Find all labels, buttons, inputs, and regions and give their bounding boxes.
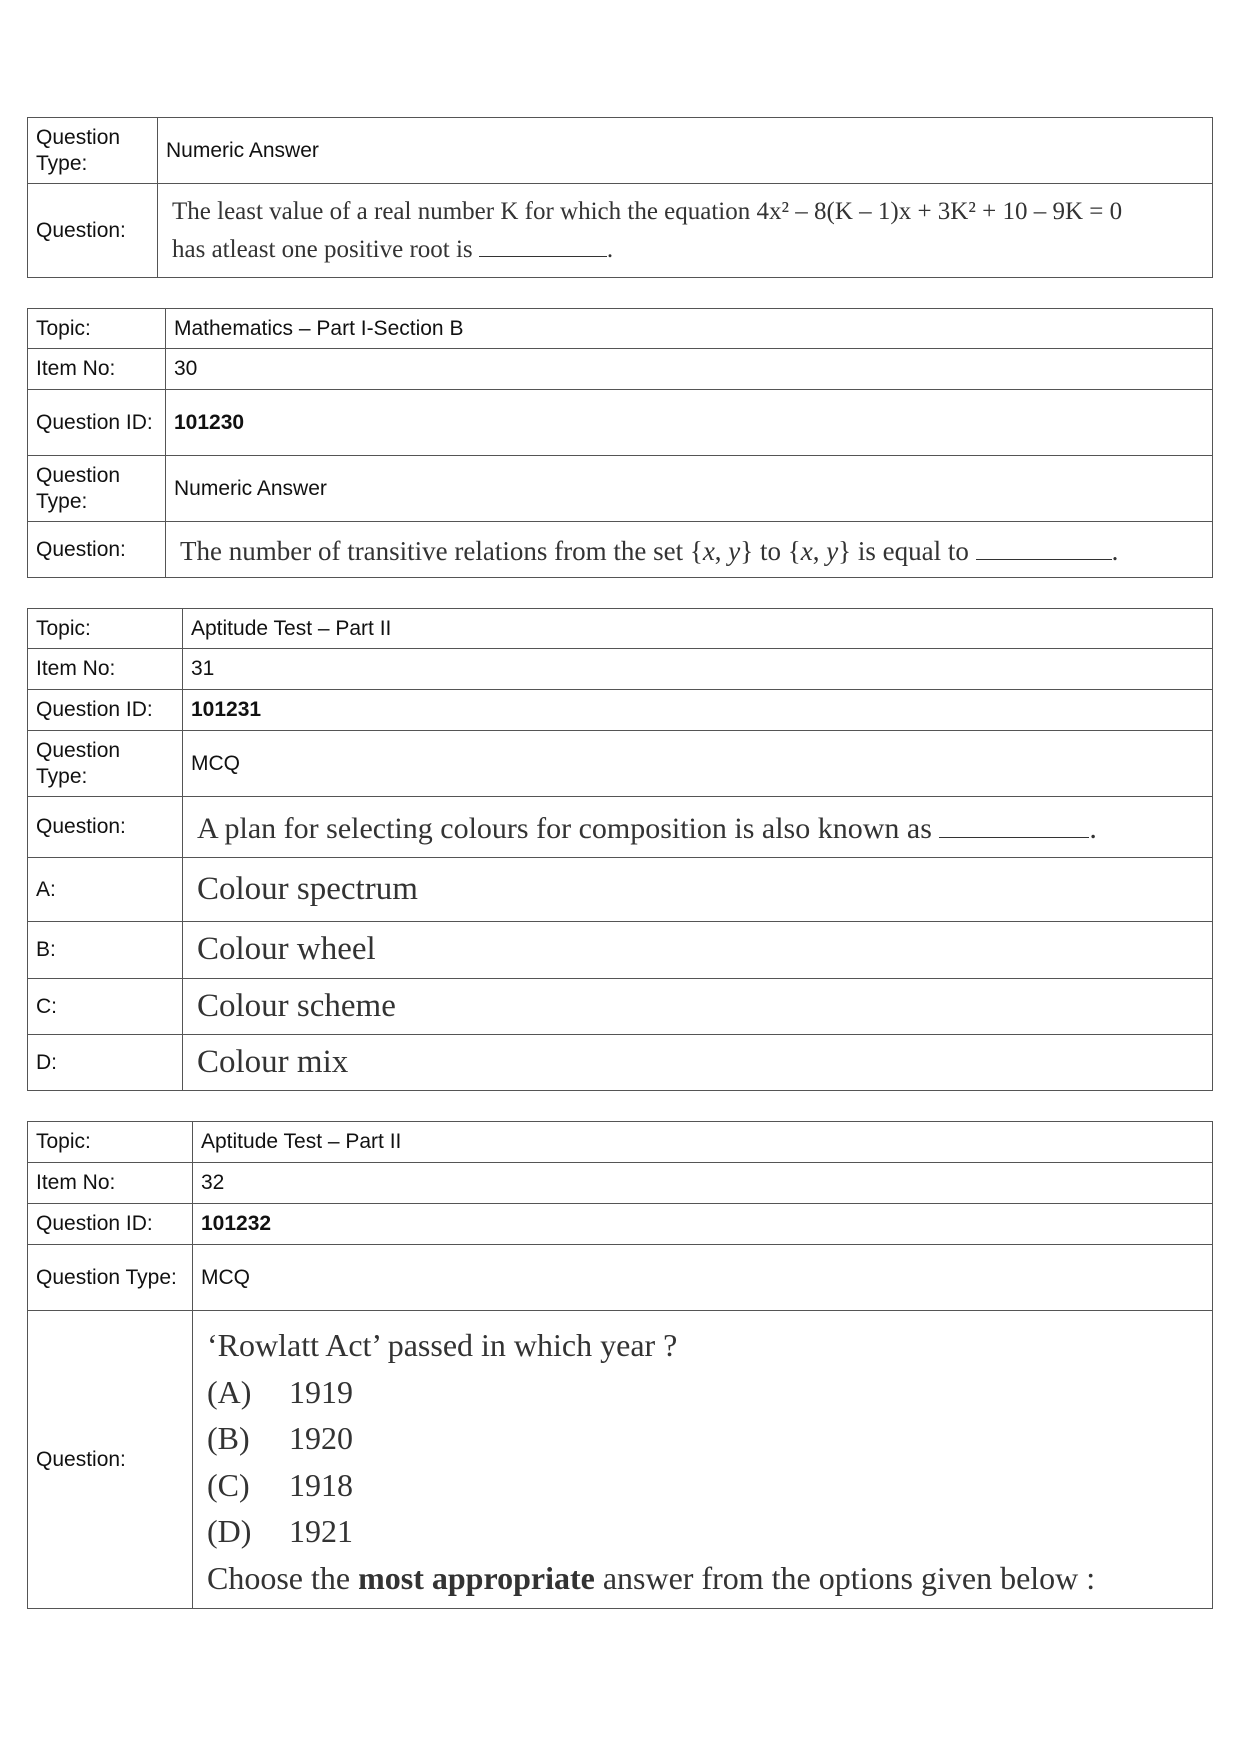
question-type-value: Numeric Answer — [166, 456, 1213, 522]
question-label: Question: — [28, 184, 158, 278]
question-text-a: The number of transitive relations from the set { — [180, 535, 703, 566]
question-label: Question: — [28, 797, 183, 858]
option-row-d — [28, 1035, 1213, 1091]
option-b-text: Colour wheel — [183, 922, 1213, 979]
question-table-1 — [27, 117, 1213, 278]
var-y-2: y — [826, 535, 839, 566]
question-row — [28, 797, 1213, 858]
question-line-2-text: has atleast one positive root is — [172, 235, 473, 263]
question-text-c: } is equal to — [838, 535, 969, 566]
option-b-letter: (B) — [207, 1420, 250, 1456]
question-type-row — [28, 731, 1213, 797]
option-d-letter: (D) — [207, 1513, 252, 1549]
question-label: Question: — [28, 522, 166, 578]
option-c — [207, 1462, 1198, 1509]
comma: , — [714, 535, 729, 566]
option-a-letter: (A) — [207, 1373, 252, 1410]
question-type-row — [28, 456, 1213, 522]
question-type-label: Question Type: — [28, 1245, 193, 1311]
option-a-value: 1919 — [289, 1373, 353, 1410]
option-d — [207, 1508, 1198, 1555]
question-end: . — [1111, 535, 1119, 566]
question-type-label: Question Type: — [28, 731, 183, 797]
item-row — [28, 1163, 1213, 1204]
topic-row — [28, 609, 1213, 649]
var-x-2: x — [800, 535, 813, 566]
question-line-1: The least value of a real number K for which the equation 4x² – 8(K – 1)x + 3K² + 10 – 9K = 0 — [172, 197, 1123, 225]
question-type-label: Question Type: — [28, 456, 166, 522]
question-text-main: A plan for selecting colours for composition is also known as — [197, 812, 932, 845]
option-c-label: C: — [28, 979, 183, 1035]
option-a-text: Colour spectrum — [183, 858, 1213, 922]
item-row — [28, 649, 1213, 690]
option-c-text: Colour scheme — [183, 979, 1213, 1035]
var-y: y — [728, 535, 741, 566]
question-id-row — [28, 390, 1213, 456]
question-table-4 — [27, 1121, 1213, 1609]
question-table-3 — [27, 608, 1213, 1091]
question-type-label: Question Type: — [28, 118, 158, 184]
question-line-2 — [172, 231, 1204, 269]
question-type-value: MCQ — [193, 1245, 1213, 1311]
question-id-row — [28, 1204, 1213, 1245]
question-row — [28, 522, 1213, 578]
question-id-value: 101230 — [166, 390, 1213, 456]
instruction — [207, 1555, 1198, 1602]
question-table-2 — [27, 308, 1213, 578]
question-text — [158, 184, 1213, 278]
question-id-value: 101231 — [183, 690, 1213, 731]
instruction-pre: Choose the — [207, 1559, 359, 1596]
question-text — [183, 797, 1213, 858]
topic-value: Aptitude Test – Part II — [183, 609, 1213, 649]
option-b-label: B: — [28, 922, 183, 979]
option-b-value: 1920 — [289, 1420, 353, 1456]
topic-label: Topic: — [28, 609, 183, 649]
answer-blank — [479, 231, 607, 257]
question-type-value: Numeric Answer — [158, 118, 1213, 184]
answer-blank — [939, 807, 1089, 838]
topic-value: Mathematics – Part I-Section B — [166, 309, 1213, 349]
answer-blank — [976, 532, 1112, 560]
topic-label: Topic: — [28, 1122, 193, 1163]
option-d-label: D: — [28, 1035, 183, 1091]
option-row-c — [28, 979, 1213, 1035]
question-type-row — [28, 1245, 1213, 1311]
option-d-text: Colour mix — [183, 1035, 1213, 1091]
item-value: 32 — [193, 1163, 1213, 1204]
instruction-post: answer from the options given below : — [594, 1559, 1096, 1596]
question-id-value: 101232 — [193, 1204, 1213, 1245]
question-row — [28, 1311, 1213, 1609]
option-c-letter: (C) — [207, 1466, 250, 1503]
topic-row — [28, 1122, 1213, 1163]
item-value: 30 — [166, 349, 1213, 390]
option-row-a — [28, 858, 1213, 922]
question-id-label: Question ID: — [28, 390, 166, 456]
question-id-row — [28, 690, 1213, 731]
option-d-value: 1921 — [289, 1513, 353, 1549]
question-end: . — [1089, 812, 1097, 845]
option-a-label: A: — [28, 858, 183, 922]
comma-2: , — [812, 535, 827, 566]
question-id-label: Question ID: — [28, 690, 183, 731]
question-id-label: Question ID: — [28, 1204, 193, 1245]
question-text — [166, 522, 1213, 578]
item-label: Item No: — [28, 649, 183, 690]
item-row — [28, 349, 1213, 390]
topic-label: Topic: — [28, 309, 166, 349]
item-label: Item No: — [28, 1163, 193, 1204]
option-c-value: 1918 — [289, 1466, 353, 1503]
item-value: 31 — [183, 649, 1213, 690]
instruction-bold: most appropriate — [358, 1559, 595, 1596]
question-title: ‘Rowlatt Act’ passed in which year ? — [207, 1327, 678, 1363]
question-label: Question: — [28, 1311, 193, 1609]
option-row-b — [28, 922, 1213, 979]
var-x: x — [702, 535, 715, 566]
question-text-b: } to { — [740, 535, 801, 566]
question-row — [28, 184, 1213, 278]
option-b — [207, 1415, 1198, 1462]
topic-value: Aptitude Test – Part II — [193, 1122, 1213, 1163]
question-type-row — [28, 118, 1213, 184]
question-type-value: MCQ — [183, 731, 1213, 797]
item-label: Item No: — [28, 349, 166, 390]
question-line-2-end: . — [606, 235, 614, 263]
question-text — [193, 1311, 1213, 1609]
topic-row — [28, 309, 1213, 349]
option-a — [207, 1369, 1198, 1416]
